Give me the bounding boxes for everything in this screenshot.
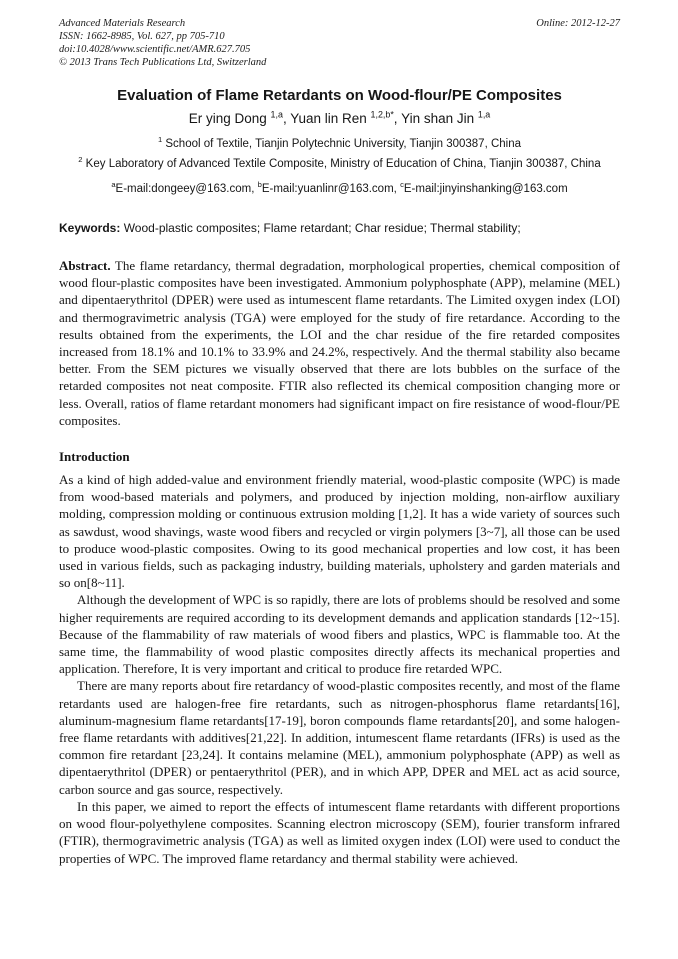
intro-paragraph-4: In this paper, we aimed to report the effects of intumescent flame retardants with different proportions on wood flour-polyethylene composites. Scanning electron microscopy (SEM), fourier transform infrared (FTIR), thermogravimetric analysis (TGA) as well as limited oxygen index (LOI) were used to conduct the properties of WPC. The improved flame retardancy and thermal stability were achieved.	[59, 798, 620, 866]
email-separator: ,	[393, 183, 401, 195]
keywords-line	[59, 221, 620, 236]
abstract-paragraph	[59, 257, 620, 429]
issn-line: ISSN: 1662-8985, Vol. 627, pp 705-710	[59, 31, 225, 42]
email-address: E-mail:dongeey@163.com	[115, 183, 252, 195]
doi-line: doi:10.4028/www.scientific.net/AMR.627.705	[59, 44, 251, 55]
abstract-label: Abstract.	[59, 258, 111, 273]
affiliation-marker: 2	[78, 155, 83, 165]
email-separator: ,	[251, 183, 258, 195]
journal-info-block	[59, 17, 266, 69]
online-date: Online: 2012-12-27	[536, 18, 620, 29]
affiliation-text: Key Laboratory of Advanced Textile Composite, Ministry of Education of China, Tianjin 300387, China	[82, 158, 601, 170]
copyright-line: © 2013 Trans Tech Publications Ltd, Switzerland	[59, 57, 267, 68]
email-address: E-mail:yuanlinr@163.com	[261, 183, 394, 195]
email-marker: c	[400, 180, 404, 190]
affiliation-2	[59, 157, 620, 172]
authors-line	[59, 109, 620, 129]
author-separator: ,	[282, 111, 291, 126]
journal-header	[59, 17, 620, 69]
author-name: Yuan lin Ren	[290, 111, 371, 126]
email-address: E-mail:jinyinshanking@163.com	[403, 183, 568, 195]
keywords-text: Wood-plastic composites; Flame retardant; Char residue; Thermal stability;	[120, 221, 521, 235]
author-affil-marker: 1,a	[477, 109, 491, 120]
intro-paragraph-3: There are many reports about fire retardancy of wood-plastic composites recently, and most of the flame retardants used are halogen-free fire retardants, such as nitrogen-phosphorus flame retardants[16], aluminum-magnesium flame retardants[17-19], boron compounds flame retardants[20], and some halogen-free flame retardants with additives[21,22]. In addition, intumescent flame retardants (IFRs) is used as the common fire retardant [23,24]. It contains melamine (MEL), ammonium polyphosphate (APP) as well as dipentaerythritol (DPER) or pentaerythritol (PER), and in which APP, DPER and MEL act as acid source, carbon source and gas source, respectively.	[59, 678, 620, 797]
emails-line	[59, 182, 620, 197]
section-heading-introduction: Introduction	[59, 449, 130, 465]
abstract-text: The flame retardancy, thermal degradation, morphological properties, chemical composition of wood flour-plastic composites have been investigated. Ammonium polyphosphate (APP), melamine (MEL) and dipentaerythritol (DPER) were used as intumescent flame retardants. The Limited oxygen index (LOI) and thermogravimetric analysis (TGA) were employed for the study of fire retardance. According to the results obtained from the experiments, the LOI and the char residue of the fire retarded composites increased from 18.1% and 10.1% to 33.9% and 24.2%, respectively. And the thermal stability also became better. From the SEM pictures we visually observed that there are lots bubbles on the surface of the retarded composites not neat composite. FTIR also reflected its chemical composition changing more or less. Overall, ratios of flame retardant monomers had significant impact on fire resistance of wood-flour/PE composites.	[59, 258, 620, 428]
email-marker: a	[111, 180, 116, 190]
author-name: Er ying Dong	[188, 111, 271, 126]
email-marker: b	[257, 180, 262, 190]
intro-paragraph-1: As a kind of high added-value and environment friendly material, wood-plastic composite (WPC) is made from wood-based materials and polymers, and produced by injection molding, non-airflow auxiliary molding, compression molding or continuous extrusion molding [1,2]. It has a wide variety of sources such as sawdust, wood shavings, waste wood fibers and recycled or virgin polymers [3~7], all those can be used to produce wood-plastic composites. Owing to its good mechanical properties and low cost, it has been used in various fields, such as packaging industry, building materials, upholstery and garden materials and so on[8~11].	[59, 472, 620, 591]
paper-title: Evaluation of Flame Retardants on Wood-flour/PE Composites	[117, 87, 562, 104]
keywords-label: Keywords:	[59, 221, 121, 235]
author-affil-marker: 1,a	[270, 109, 283, 120]
author-affil-marker: 1,2,b*	[370, 109, 394, 120]
author-name: Yin shan Jin	[401, 111, 478, 126]
affiliation-1	[59, 137, 620, 152]
affiliation-marker: 1	[157, 135, 163, 145]
affiliation-text: School of Textile, Tianjin Polytechnic University, Tianjin 300387, China	[162, 138, 522, 150]
author-separator: ,	[393, 111, 402, 126]
intro-paragraph-2: Although the development of WPC is so rapidly, there are lots of problems should be resolved and some higher requirements are required according to its development demands and application standards [12~15]. Because of the flammability of raw materials of wood fibers and plastics, WPC is flammable too. At the same time, the flammability of wood plastic composites directly affects its mechanical properties and application. Therefore, It is very important and critical to produce fire retarded WPC.	[59, 592, 620, 677]
journal-name: Advanced Materials Research	[59, 18, 186, 29]
